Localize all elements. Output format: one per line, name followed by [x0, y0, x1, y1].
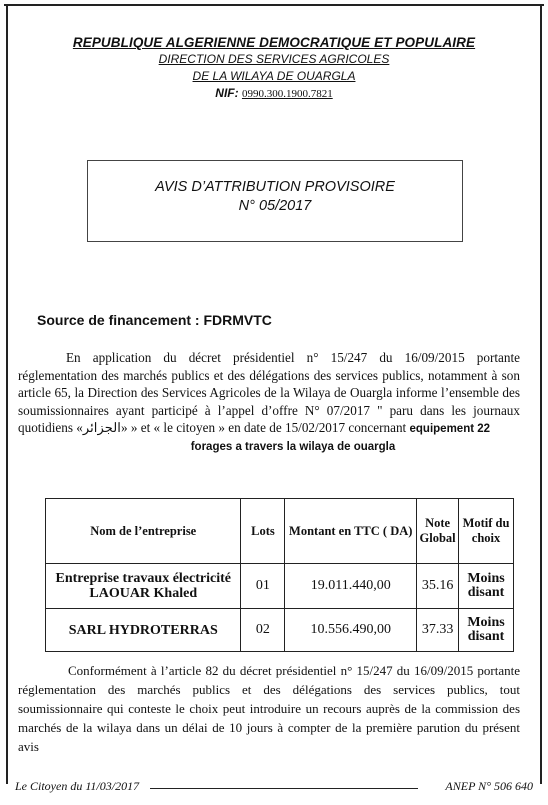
footer-anep-number: ANEP N° 506 640 [441, 779, 533, 794]
cell-lot: 02 [241, 609, 285, 652]
header-republic: REPUBLIQUE ALGERIENNE DEMOCRATIQUE ET POPULAIRE [72, 35, 476, 50]
avis-title-box [87, 160, 463, 242]
nif-value: 0990.300.1900.7821 [241, 88, 333, 100]
header-direction: DIRECTION DES SERVICES AGRICOLES [158, 52, 390, 66]
document-border-left [6, 4, 8, 784]
paragraph-intro-highlight: equipement 22 [409, 423, 491, 435]
cell-entreprise: Entreprise travaux électricité LAOUAR Khaled [46, 564, 241, 609]
paragraph-intro-text: En application du décret présidentiel n° 15/247 du 16/09/2015 portante réglementation des marchés publics et des délégations des services publics, notamment à son article 65, la Direction des Services Agricoles de la Wilaya de Ouargla informe l’ensemble des soumissionnaires ayant participé à l’appel d’offre N° 07/2017 " paru dans les journaux quotidiens «الجزائر» » et « le citoyen » en date de 15/02/2017 concernant [18, 350, 520, 435]
nif-label: NIF: [215, 86, 239, 100]
header-nif [0, 85, 548, 103]
col-header-entreprise: Nom de l’entreprise [46, 499, 241, 564]
funding-source: Source de financement : FDRMVTC [37, 312, 272, 328]
col-header-montant: Montant en TTC ( DA) [285, 499, 417, 564]
col-header-note: Note Global [417, 499, 459, 564]
cell-motif: Moins disant [459, 564, 514, 609]
col-header-motif: Motif du choix [459, 499, 514, 564]
cell-motif: Moins disant [459, 609, 514, 652]
table-row [46, 609, 514, 652]
table-header-row [46, 499, 514, 564]
table-row [46, 564, 514, 609]
document-border-right [540, 4, 542, 784]
document-header [0, 34, 548, 103]
cell-montant: 10.556.490,00 [285, 609, 417, 652]
col-header-lots: Lots [241, 499, 285, 564]
paragraph-intro [18, 349, 520, 456]
footer-publication: Le Citoyen du 11/03/2017 [15, 779, 143, 794]
avis-title: AVIS D’ATTRIBUTION PROVISOIRE [155, 179, 395, 195]
cell-lot: 01 [241, 564, 285, 609]
cell-montant: 19.011.440,00 [285, 564, 417, 609]
paragraph-intro-centerline: forages a travers la wilaya de ouargla [190, 440, 396, 453]
cell-entreprise: SARL HYDROTERRAS [46, 609, 241, 652]
avis-number: N° 05/2017 [238, 198, 312, 214]
footer-rule [150, 788, 418, 789]
document-border-top [4, 4, 544, 6]
cell-note: 35.16 [417, 564, 459, 609]
cell-note: 37.33 [417, 609, 459, 652]
header-wilaya: DE LA WILAYA DE OUARGLA [192, 69, 356, 83]
paragraph-recours: Conformément à l’article 82 du décret présidentiel n° 15/247 du 16/09/2015 portante réglementation des marchés publics et des délégations des services publics, tout soumissionnaire qui conteste le choix peut introduire un recours auprès de la commission des marchés de la wilaya dans un délai de 10 jours à compter de la première parution du présent avis [18, 663, 520, 754]
attribution-table [45, 498, 514, 652]
